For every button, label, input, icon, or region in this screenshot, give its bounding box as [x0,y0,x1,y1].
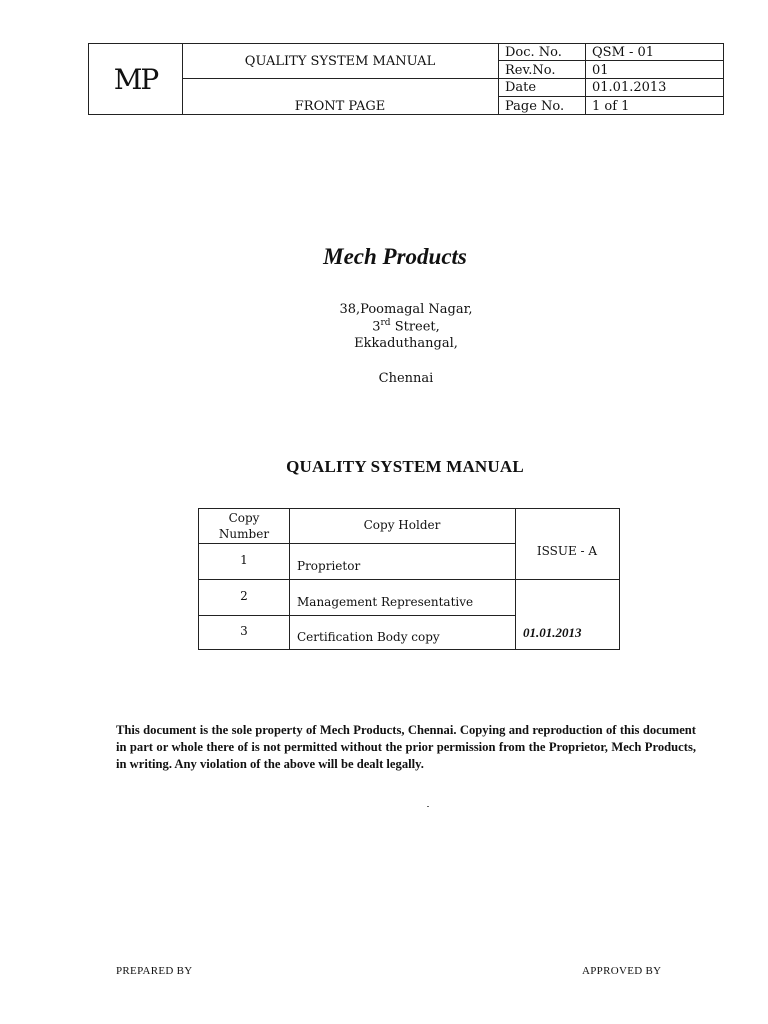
divider [585,44,586,114]
street-name: Street, [394,319,440,335]
issue-label: ISSUE - A [536,544,598,558]
approved-by-label: APPROVED BY [582,965,662,977]
document-header [88,43,724,115]
divider [182,78,723,79]
rev-no-value: 01 [592,63,609,78]
address-line-2 [0,318,768,334]
manual-title: QUALITY SYSTEM MANUAL [286,457,524,476]
date-value: 01.01.2013 [592,80,667,95]
divider [498,96,723,97]
address-line-3: Ekkaduthangal, [354,336,458,351]
header-title: QUALITY SYSTEM MANUAL [244,54,436,69]
date-label: Date [505,80,537,95]
copy-distribution-table [198,508,620,650]
prepared-by-label: PREPARED BY [116,965,193,977]
row-copy-holder: Proprietor [297,559,361,573]
row-copy-number: 1 [240,553,248,567]
divider [498,60,723,61]
divider [199,579,619,580]
stray-dot [427,806,429,807]
col-header-copy-number: Copy Number [218,511,270,541]
street-number-suffix: rd [380,318,391,328]
company-name: Mech Products [323,244,467,269]
row-copy-number: 2 [240,589,248,603]
divider [498,44,499,114]
row-copy-holder: Certification Body copy [297,630,440,644]
address-line-1: 38,Poomagal Nagar, [339,302,473,317]
divider [199,615,515,616]
header-subtitle: FRONT PAGE [294,99,386,114]
row-copy-holder: Management Representative [297,595,474,609]
company-logo: MP [113,62,158,96]
row-copy-number: 3 [240,624,248,638]
address-city: Chennai [378,371,434,386]
rev-no-label: Rev.No. [505,63,556,78]
property-notice: This document is the sole property of Mech Products, Chennai. Copying and reproduction of this document in part or whole there of is not permitted without the prior permission from the Proprietor, Mech Products, in writing. Any violation of the above will be dealt legally. [116,723,696,771]
divider [199,543,515,544]
col-header-copy-holder: Copy Holder [363,518,441,532]
doc-no-label: Doc. No. [505,45,562,60]
issue-date: 01.01.2013 [523,625,582,640]
street-number: 3 [372,319,381,335]
page-no-label: Page No. [505,99,565,114]
page-no-value: 1 of 1 [592,99,630,114]
doc-no-value: QSM - 01 [592,45,655,60]
